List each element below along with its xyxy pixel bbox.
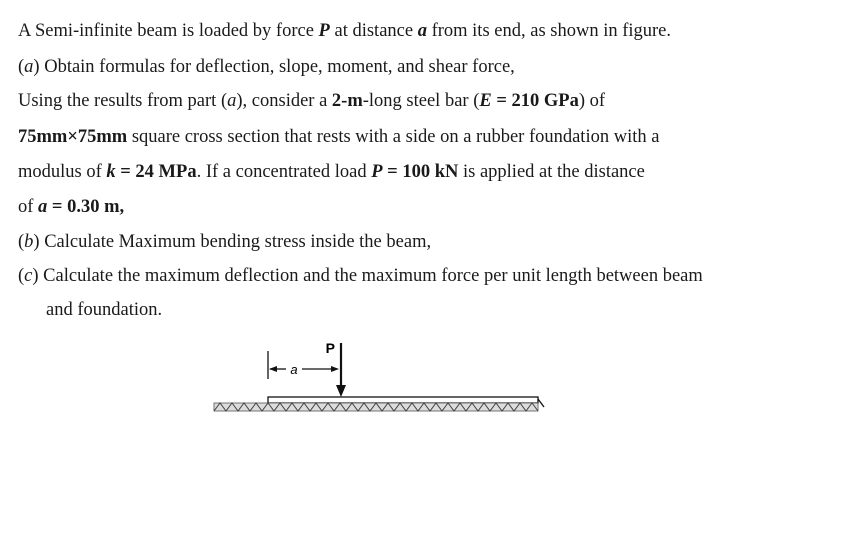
problem-line-2 — [18, 56, 515, 78]
section-value: 75mm×75mm — [18, 127, 128, 147]
text: -long steel bar ( — [362, 91, 480, 111]
load-symbol: P — [371, 162, 383, 182]
load-value: = 100 kN — [382, 162, 459, 182]
problem-line-7 — [18, 231, 431, 253]
beam-figure — [210, 335, 550, 430]
text: from its end, as shown in figure. — [426, 21, 672, 41]
problem-line-5 — [18, 161, 645, 183]
problem-line-1 — [18, 20, 671, 42]
text: . If a concentrated load — [196, 162, 372, 182]
load-symbol: P — [318, 21, 330, 41]
text: A Semi-infinite beam is loaded by force — [18, 21, 319, 41]
problem-line-6 — [18, 196, 124, 218]
modulus-value: = 210 GPa — [491, 91, 579, 111]
text: is applied at the distance — [458, 162, 645, 182]
text: of — [18, 197, 39, 217]
load-label: P — [325, 340, 335, 356]
distance-symbol: a — [417, 21, 427, 41]
modulus-symbol: E — [479, 91, 492, 111]
text: square cross section that rests with a side on a rubber foundation with a — [127, 127, 660, 147]
infinite-end-mark — [538, 399, 544, 407]
foundation-modulus-value: = 24 MPa — [115, 162, 197, 182]
load-arrow-head — [336, 385, 346, 397]
text: ) Calculate Maximum bending stress inside the beam, — [33, 232, 432, 252]
text: and foundation. — [46, 300, 163, 320]
text: at distance — [329, 21, 418, 41]
dimension-arrow-right — [331, 366, 339, 372]
part-label: c — [24, 266, 33, 286]
text: modulus of — [18, 162, 107, 182]
text: ) Calculate the maximum deflection and the maximum force per unit length between beam — [32, 266, 703, 286]
text: ( — [18, 266, 25, 286]
text: ), consider a — [236, 91, 332, 111]
distance-symbol: a — [38, 197, 48, 217]
part-label: b — [24, 232, 34, 252]
problem-line-9 — [46, 299, 162, 321]
problem-line-8 — [18, 265, 703, 287]
dimension-arrow-left — [269, 366, 277, 372]
length-value: 2-m — [331, 91, 363, 111]
part-label: a — [227, 91, 237, 111]
problem-line-3 — [18, 90, 605, 112]
distance-value: = 0.30 m, — [47, 197, 125, 217]
beam — [268, 397, 538, 403]
text: ) of — [578, 91, 606, 111]
part-label: a — [24, 57, 34, 77]
distance-label: a — [290, 362, 298, 377]
text: ( — [18, 232, 25, 252]
text: ) Obtain formulas for deflection, slope, moment, and shear force, — [33, 57, 515, 77]
problem-line-4 — [18, 126, 659, 148]
foundation-modulus-symbol: k — [106, 162, 116, 182]
text: ( — [18, 57, 25, 77]
text: Using the results from part ( — [18, 91, 228, 111]
